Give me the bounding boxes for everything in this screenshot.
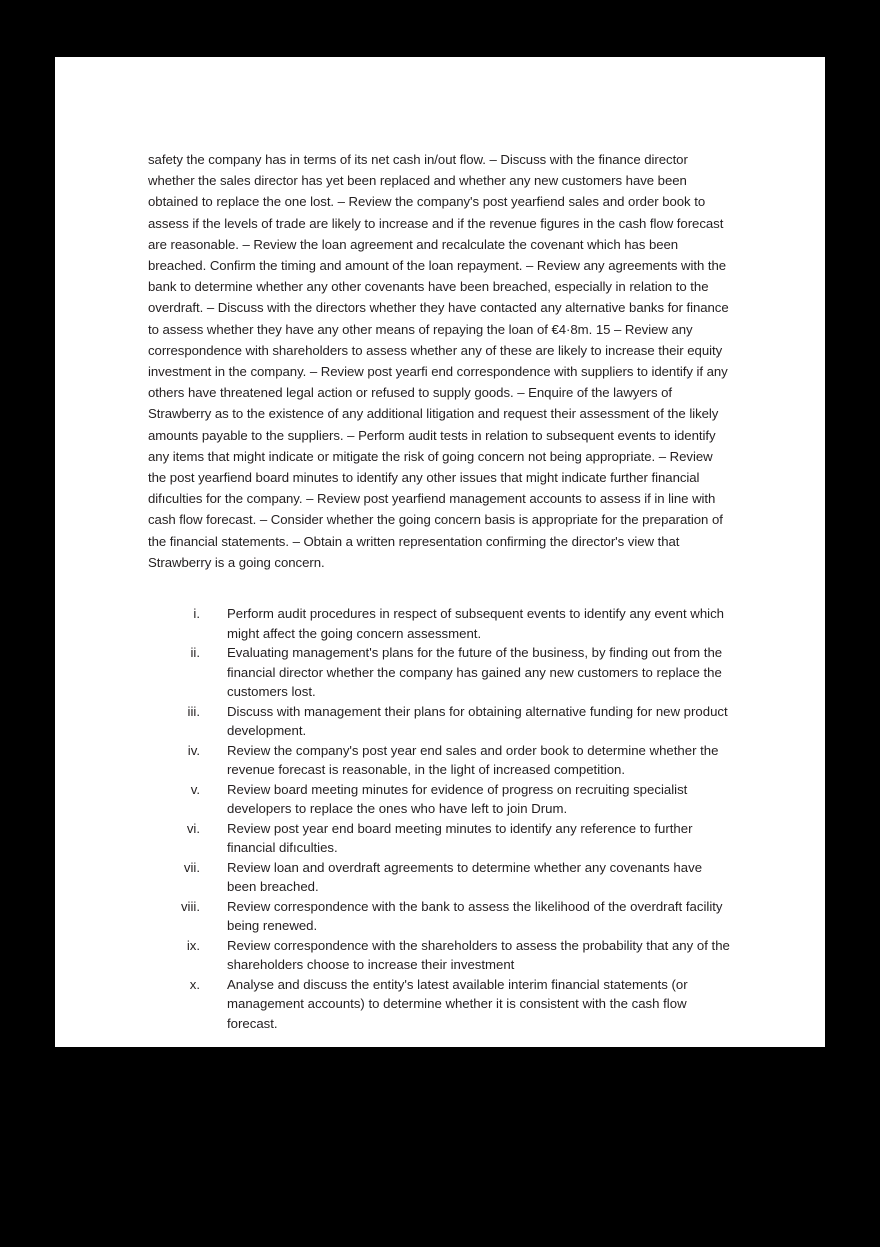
list-item-text: Perform audit procedures in respect of subsequent events to identify any event which might affect the going concern assessment. [227,606,725,641]
list-item-text: Review the company's post year end sales and order book to determine whether the revenue forecast is reasonable, in the light of increased competition. [227,742,719,778]
list-item-text: Review board meeting minutes for evidence of progress on recruiting specialist developers to replace the ones who have left to join Drum. [227,781,688,817]
list-item [148,819,733,858]
list-item-marker: ix. [186,937,200,953]
list-item-text: Review correspondence with the bank to assess the likelihood of the overdraft facility being renewed. [227,898,723,934]
list-item-text: Analyse and discuss the entity's latest available interim financial statements (or management accounts) to determine whether it is consistent with the cash flow forecast. [227,976,688,1031]
list-item [148,604,733,643]
list-item-marker: i. [193,606,200,622]
list-item-text: Evaluating management's plans for the future of the business, by finding out from the financial director whether the company has gained any new customers to replace the customers lost. [227,645,723,700]
list-item [148,643,733,702]
list-item-text: Review correspondence with the shareholders to assess the probability that any of the shareholders choose to increase their investment [227,937,730,973]
list-item-marker: iii. [187,703,200,719]
list-item [148,741,733,780]
list-item-marker: vi. [186,820,200,836]
list-item-text: Discuss with management their plans for obtaining alternative funding for new product development. [227,703,728,739]
list-item [148,936,733,975]
list-item-marker: ii. [190,645,200,661]
list-item-text: Review post year end board meeting minutes to identify any reference to further financial difıculties. [227,820,693,856]
document-page [55,57,825,1047]
list-item-marker: v. [190,781,200,797]
list-item-marker: x. [189,976,200,992]
list-item-text: Review loan and overdraft agreements to determine whether any covenants have been breached. [227,859,703,895]
list-item [148,780,733,819]
list-item-marker: iv. [187,742,200,758]
list-item [148,975,733,1034]
list-item-marker: viii. [180,898,200,914]
audit-procedures-list [148,604,733,1033]
list-item [148,702,733,741]
document-content [148,149,733,1033]
list-item [148,897,733,936]
body-paragraph: safety the company has in terms of its net cash in/out flow. – Discuss with the finance director whether the sales director has yet been replaced and whether any new customers have been obtained to replace the one lost. – Review the company's post yearfiend sales and order book to assess if the levels of trade are likely to increase and if the revenue figures in the cash flow forecast are reasonable. – Review the loan agreement and recalculate the covenant which has been breached. Confirm the timing and amount of the loan repayment. – Review any agreements with the bank to determine whether any other covenants have been breached, especially in relation to the overdraft. – Discuss with the directors whether they have contacted any alternative banks for finance to assess whether they have any other means of repaying the loan of €4·8m. 15 – Review any correspondence with shareholders to assess whether any of these are likely to increase their equity investment in the company. – Review post yearfi end correspondence with suppliers to identify if any others have threatened legal action or refused to supply goods. – Enquire of the lawyers of Strawberry as to the existence of any additional litigation and request their assessment of the likely amounts payable to the suppliers. – Perform audit tests in relation to subsequent events to identify any items that might indicate or mitigate the risk of going concern not being appropriate. – Review the post yearfiend board minutes to identify any other issues that might indicate further financial difıculties for the company. – Review post yearfiend management accounts to assess if in line with cash flow forecast. – Consider whether the going concern basis is appropriate for the preparation of the financial statements. – Obtain a written representation confirming the director's view that Strawberry is a going concern. [148,152,729,570]
list-item [148,858,733,897]
list-item-marker: vii. [183,859,200,875]
